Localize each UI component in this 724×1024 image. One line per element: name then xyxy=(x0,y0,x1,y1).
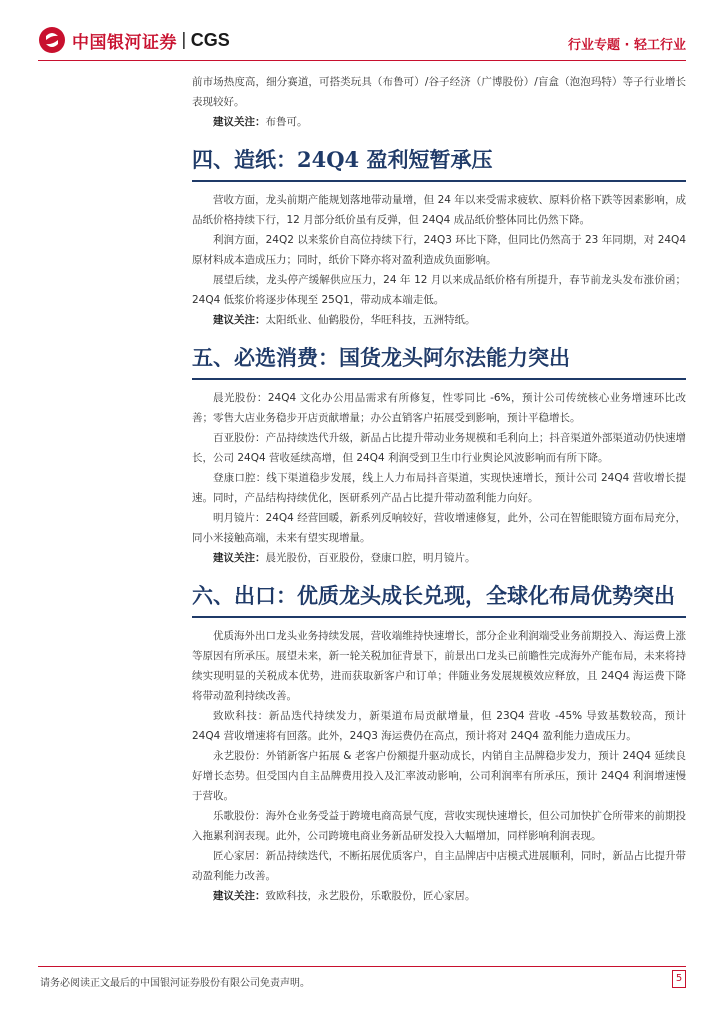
paragraph-text: 展望后续，龙头停产缓解供应压力，24 年 12 月以来成品纸价格有所提升，春节前龙头发布涨价函；24Q4 低浆价将逐步体现至 25Q1，带动成本端走低。 xyxy=(192,274,686,306)
focus-label: 建议关注： xyxy=(213,116,266,128)
section-paragraph xyxy=(192,508,686,548)
section-paragraph xyxy=(192,388,686,428)
footer-divider xyxy=(38,966,686,967)
company-label: 百亚股份： xyxy=(213,432,266,444)
footer-disclaimer: 请务必阅读正文最后的中国银河证券股份有限公司免责声明。 xyxy=(40,978,310,989)
header-divider xyxy=(38,60,686,61)
section-rule xyxy=(192,180,686,182)
section-paragraph xyxy=(192,706,686,746)
company-label: 致欧科技： xyxy=(213,710,269,722)
sections-container xyxy=(192,144,686,906)
section-6 xyxy=(192,580,686,618)
paragraph-text: 产品持续迭代升级，新品占比提升带动业务规模和毛利向上；抖音渠道外部渠道动仍快速增长，公司 24Q4 营收延续高增，但 24Q4 利润受到卫生巾行业舆论风波影响而有所下降。 xyxy=(192,432,687,464)
section-title: 四、造纸：24Q4 盈利短暂承压 xyxy=(192,147,493,172)
section-focus xyxy=(192,310,686,330)
company-label: 晨光股份： xyxy=(213,392,268,404)
paragraph-text: 外销新客户拓展 & 老客户份额提升驱动成长，内销自主品牌稳步发力，预计 24Q4 延续良好增长态势。但受国内自主品牌费用投入及汇率波动影响，公司利润率有所承压，预计 24Q4 利润增速慢于营收。 xyxy=(192,750,687,802)
logo-separator: | xyxy=(181,30,187,50)
intro-paragraph xyxy=(192,72,686,112)
main-content xyxy=(192,72,686,906)
section-focus xyxy=(192,886,686,906)
focus-label: 建议关注： xyxy=(213,552,266,564)
company-label: 乐歌股份： xyxy=(213,810,266,822)
company-label: 永艺股份： xyxy=(213,750,266,762)
intro-text: 前市场热度高，细分赛道，可搭类玩具（布鲁可）/谷子经济（广博股份）/盲盒（泡泡玛特）等子行业增长表现较好。 xyxy=(192,76,686,108)
logo-english-name: CGS xyxy=(190,29,230,50)
paragraph-text: 24Q4 经营回暖，新系列反响较好，营收增速修复，此外，公司在智能眼镜方面布局充分，同小米接触高端，未来有望实现增量。 xyxy=(192,512,686,544)
paragraph-text: 营收方面，龙头前期产能规划落地带动量增，但 24 年以来受需求疲软、原料价格下跌等因素影响，成品纸价格持续下行，12 月部分纸价虽有反弹，但 24Q4 成品纸价整体同比仍然下降。 xyxy=(192,194,686,226)
company-logo xyxy=(38,26,230,54)
paragraph-text: 新品持续迭代，不断拓展优质客户，自主品牌店中店模式进展顺利，同时，新品占比提升带动盈利能力改善。 xyxy=(192,850,687,882)
cgs-logo-icon xyxy=(38,26,66,54)
paragraph-text: 利润方面，24Q2 以来浆价自高位持续下行，24Q3 环比下降，但同比仍然高于 23 年同期，对 24Q4 原材料成本造成压力；同时，纸价下降亦将对盈利造成负面影响。 xyxy=(192,234,686,266)
focus-label: 建议关注： xyxy=(213,890,266,902)
company-label: 匠心家居： xyxy=(213,850,266,862)
section-rule xyxy=(192,378,686,380)
page-number: 5 xyxy=(672,970,686,988)
paragraph-text: 线下渠道稳步发展，线上人力布局抖音渠道，实现快速增长，预计公司 24Q4 营收增长提速。同时，产品结构持续优化，医研系列产品占比提升带动盈利能力向好。 xyxy=(192,472,687,504)
section-4 xyxy=(192,144,686,182)
section-paragraph xyxy=(192,746,686,806)
section-title: 五、必选消费：国货龙头阿尔法能力突出 xyxy=(192,345,570,370)
section-paragraph xyxy=(192,806,686,846)
intro-focus xyxy=(192,112,686,132)
section-paragraph xyxy=(192,270,686,310)
logo-chinese-name: 中国银河证券 xyxy=(72,32,177,53)
focus-text: 太阳纸业、仙鹤股份，华旺科技，五洲特纸。 xyxy=(265,314,476,326)
section-paragraph xyxy=(192,626,686,706)
page-header xyxy=(0,0,724,62)
section-paragraph xyxy=(192,230,686,270)
focus-text: 致欧科技，永艺股份，乐歌股份，匠心家居。 xyxy=(265,890,476,902)
section-paragraph xyxy=(192,190,686,230)
section-title: 六、出口：优质龙头成长兑现，全球化布局优势突出 xyxy=(192,583,675,608)
focus-text: 晨光股份，百亚股份，登康口腔，明月镜片。 xyxy=(265,552,476,564)
section-paragraph xyxy=(192,468,686,508)
section-5 xyxy=(192,342,686,380)
report-type: 行业专题 · 轻工行业 xyxy=(568,38,686,53)
company-label: 明月镜片： xyxy=(213,512,266,524)
paragraph-text: 优质海外出口龙头业务持续发展，营收端维持快速增长，部分企业利润端受业务前期投入、海运费上涨等原因有所承压。展望未来，新一轮关税加征背景下，前景出口龙头已前瞻性完成海外产能布局，未来将持续实现明显的关税成本优势，进而获取新客户和订单；伴随业务发展规模效应释放，且 24Q4 海运费下降将带动盈利持续改善。 xyxy=(192,630,686,702)
paragraph-text: 24Q4 文化办公用品需求有所修复，性零同比 -6%，预计公司传统核心业务增速环比改善；零售大店业务稳步开店贡献增量；办公直销客户拓展受到影响，预计平稳增长。 xyxy=(192,392,686,424)
section-paragraph xyxy=(192,846,686,886)
section-rule xyxy=(192,616,686,618)
section-paragraph xyxy=(192,428,686,468)
focus-text: 布鲁可。 xyxy=(265,116,308,128)
company-label: 登康口腔： xyxy=(213,472,267,484)
paragraph-text: 海外仓业务受益于跨境电商高景气度，营收实现快速增长，但公司加快扩仓所带来的前期投入拖累利润表现。此外，公司跨境电商业务新品研发投入大幅增加，同样影响利润表现。 xyxy=(192,810,687,842)
paragraph-text: 新品迭代持续发力，新渠道布局贡献增量，但 23Q4 营收 -45% 导致基数较高，预计 24Q4 营收增速将有回落。此外，24Q3 海运费仍在高点，预计将对 24Q4 盈利能力造成压力。 xyxy=(192,710,686,742)
focus-label: 建议关注： xyxy=(213,314,266,326)
section-focus xyxy=(192,548,686,568)
